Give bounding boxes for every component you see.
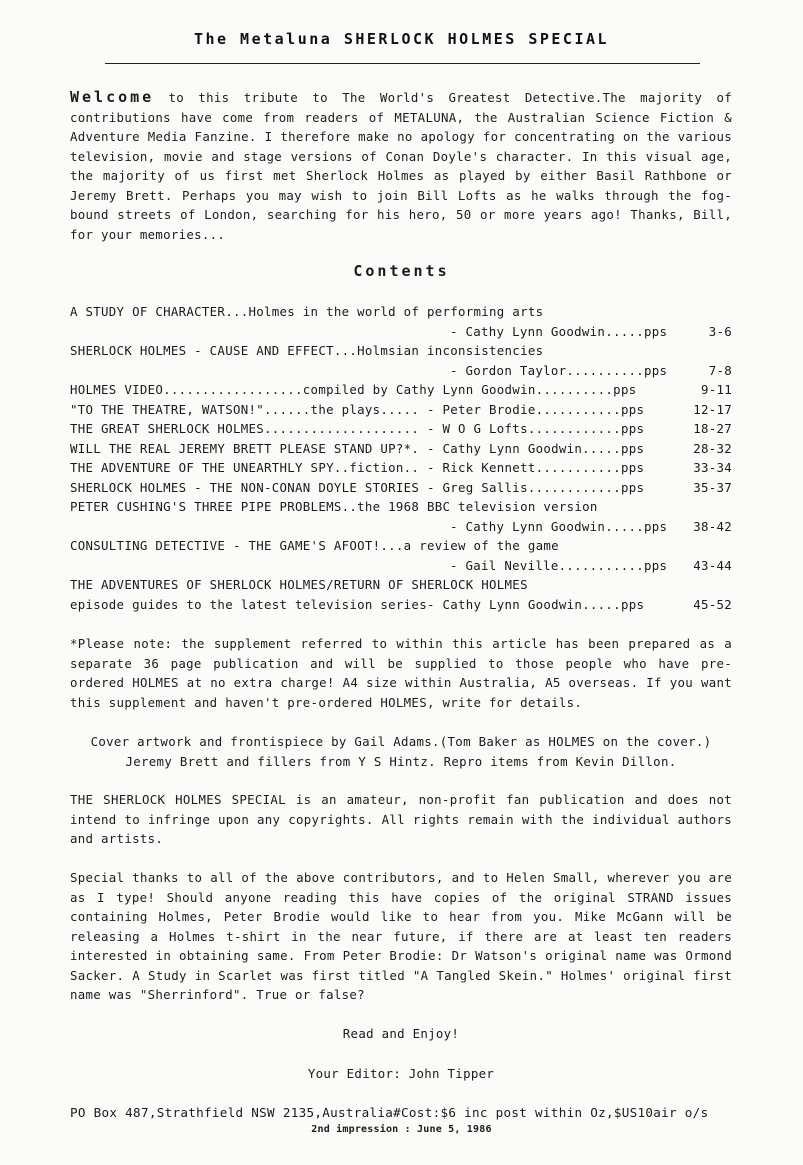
disclaimer-paragraph: THE SHERLOCK HOLMES SPECIAL is an amateur, non-profit fan publication and does not intend to infringe upon any copyrights. All rights remain with the individual authors and artists. [70, 792, 732, 846]
toc-entry-pages: 35-37 [693, 479, 732, 495]
toc-entry-pages: 45-52 [693, 596, 732, 612]
toc-entry-text: THE GREAT SHERLOCK HOLMES.................... - W O G Lofts............pps [70, 421, 645, 436]
toc-entry-text: THE ADVENTURE OF THE UNEARTHLY SPY..fiction.. - Rick Kennett...........pps [70, 460, 645, 475]
table-of-contents [70, 302, 732, 614]
toc-entry [70, 361, 732, 381]
supplement-note: *Please note: the supplement referred to within this article has been prepared as a separate 36 page publication and will be supplied to those people who have pre-ordered HOLMES at no extra charge! A4 size within Australia, A5 overseas. If you want this supplement and haven't pre-ordered HOLMES, write for details. [70, 636, 732, 710]
toc-entry [70, 517, 732, 537]
editor-credit: Your Editor: John Tipper [307, 1066, 495, 1081]
credits-line: Cover artwork and frontispiece by Gail Adams.(Tom Baker as HOLMES on the cover.) [90, 734, 712, 749]
toc-entry-pages: 38-42 [693, 518, 732, 534]
toc-entry-text: episode guides to the latest television series- Cathy Lynn Goodwin.....pps [70, 596, 645, 612]
toc-entry-text: - Cathy Lynn Goodwin.....pps [450, 518, 668, 534]
toc-entry-pages: 3-6 [708, 323, 732, 339]
toc-entry-pages: 7-8 [708, 362, 732, 378]
title-rule [105, 63, 700, 64]
toc-entry [70, 400, 732, 420]
toc-entry-pages: 18-27 [693, 421, 732, 436]
toc-entry-text: A STUDY OF CHARACTER...Holmes in the world of performing arts [70, 304, 544, 319]
toc-entry [70, 419, 732, 439]
credits-line: Jeremy Brett and fillers from Y S Hintz. Repro items from Kevin Dillon. [125, 753, 677, 769]
toc-entry-pages: 43-44 [693, 557, 732, 573]
toc-entry [70, 458, 732, 478]
toc-entry [70, 439, 732, 459]
credits-block [70, 732, 732, 771]
toc-entry [70, 341, 732, 361]
toc-entry-pages: 9-11 [700, 382, 732, 397]
contents-heading: Contents [353, 262, 450, 280]
toc-entry-text: "TO THE THEATRE, WATSON!"......the plays..... - Peter Brodie...........pps [70, 401, 645, 417]
toc-entry-text: SHERLOCK HOLMES - CAUSE AND EFFECT...Holmsian inconsistencies [70, 343, 544, 358]
toc-entry [70, 478, 732, 498]
toc-entry [70, 380, 732, 400]
page-title: The Metaluna SHERLOCK HOLMES SPECIAL [193, 30, 610, 48]
toc-entry-pages: 33-34 [693, 460, 732, 475]
signoff: Read and Enjoy! [342, 1026, 460, 1041]
toc-entry [70, 302, 732, 322]
welcome-paragraph [70, 88, 732, 244]
thanks-paragraph: Special thanks to all of the above contributors, and to Helen Small, wherever you are as I type! Should anyone reading this have copies of the original STRAND issues containing Holmes, Peter Brodie would like to hear from you. Mike McGann will be releasing a Holmes t-shirt in the near future, if there are at least ten readers interested in obtaining same. From Peter Brodie: Dr Watson's original name was Ormond Sacker. A Study in Scarlet was first titled "A Tangled Skein." Holmes' original first name was "Sherrinford". True or false? [70, 870, 732, 1002]
toc-entry [70, 322, 732, 342]
welcome-lead: Welcome [70, 88, 155, 106]
toc-entry-text: SHERLOCK HOLMES - THE NON-CONAN DOYLE STORIES - Greg Sallis............pps [70, 479, 645, 495]
welcome-text: to this tribute to The World's Greatest Detective.The majority of contributions have come from readers of METALUNA, the Australian Science Fiction & Adventure Media Fanzine. I therefore make no apology for concentrating on the various television, movie and stage versions of Conan Doyle's character. In this visual age, the majority of us first met Sherlock Holmes as played by either Basil Rathbone or Jeremy Brett. Perhaps you may wish to join Bill Lofts as he walks through the fog-bound streets of London, searching for his hero, 50 or more years ago! Thanks, Bill, for your memories... [70, 90, 732, 242]
toc-entry-text: HOLMES VIDEO..................compiled by Cathy Lynn Goodwin..........pps [70, 382, 637, 397]
toc-entry-text: THE ADVENTURES OF SHERLOCK HOLMES/RETURN OF SHERLOCK HOLMES [70, 577, 528, 592]
toc-entry [70, 556, 732, 576]
toc-entry-pages: 28-32 [693, 440, 732, 456]
toc-entry-text: WILL THE REAL JEREMY BRETT PLEASE STAND UP?*. - Cathy Lynn Goodwin.....pps [70, 440, 645, 456]
toc-entry [70, 575, 732, 595]
toc-entry-text: PETER CUSHING'S THREE PIPE PROBLEMS..the 1968 BBC television version [70, 499, 598, 514]
toc-entry-text: CONSULTING DETECTIVE - THE GAME'S AFOOT!...a review of the game [70, 538, 559, 553]
toc-entry [70, 497, 732, 517]
toc-entry-text: - Gordon Taylor..........pps [450, 362, 668, 378]
impression-line: 2nd impression : June 5, 1986 [311, 1124, 492, 1135]
address-line: PO Box 487,Strathfield NSW 2135,Australia#Cost:$6 inc post within Oz,$US10air o/s [70, 1105, 709, 1120]
toc-entry-text: - Cathy Lynn Goodwin.....pps [450, 323, 668, 339]
toc-entry-pages: 12-17 [693, 401, 732, 417]
toc-entry [70, 536, 732, 556]
toc-entry [70, 595, 732, 615]
toc-entry-text: - Gail Neville...........pps [450, 557, 668, 573]
